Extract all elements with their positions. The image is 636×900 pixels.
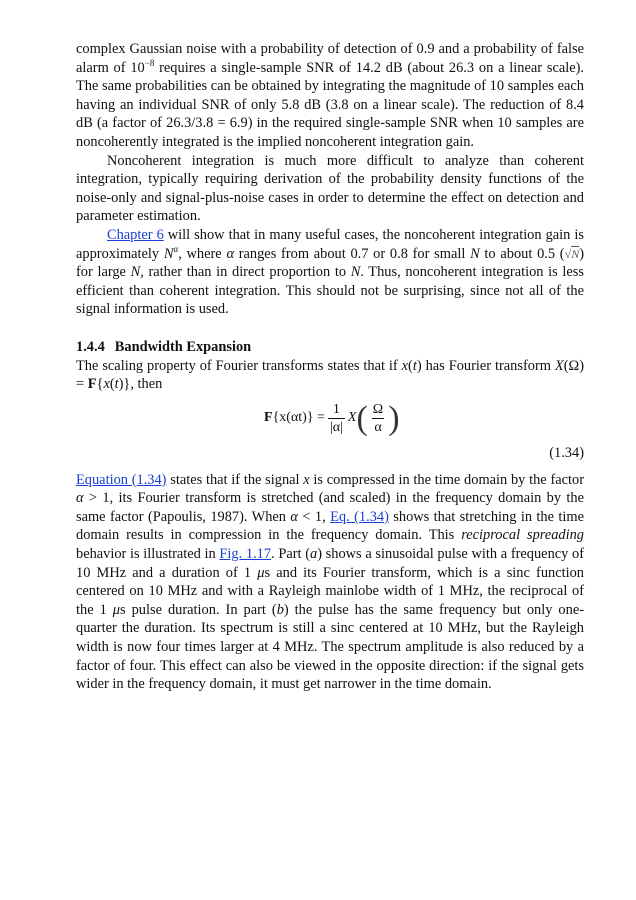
section-heading [76,338,584,357]
equation-body: F {x(αt)} = $\frac{1}{|\alpha|}$ X ( $\frac{\Omega}{\alpha}$ ) [264,399,400,437]
section-title: Bandwidth Expansion [114,338,252,355]
paragraph-reciprocal-spreading: Equation (1.34) states that if the signal x is compressed in the time domain by the factor α > 1, its Fourier transform is stretched (and scaled) in the frequency domain by the same factor (Papoulis, 1987). When α < 1, Eq. (1.34) shows that stretching in the time domain results in compression in the frequency domain. This reciprocal spreading behavior is illustrated in Fig. 1.17. Part (a) shows a sinusoidal pulse with a frequency of 10 MHz and a duration of 1 μs and its Fourier transform, which is a sinc function centered on 10 MHz and with a Rayleigh mainlobe width of 1 MHz, the reciprocal of the 1 μs pulse duration. In part (b) the pulse has the same frequency but only one-quarter the duration. Its spectrum is still a sinc centered at 10 MHz, but the Rayleigh width is now four times larger at 4 MHz. The spectrum amplitude is also reduced by a factor of four. This effect can also be viewed in the opposite direction: if the signal gets wider in the frequency domain, it must get narrower in the time domain. [76,471,585,693]
equation-1-34-link[interactable]: Equation (1.34) [76,471,167,488]
paragraph-scaling-property: The scaling property of Fourier transforms states that if x(t) has Fourier transform X(Ω) = F{x(t)}, then [76,357,584,393]
chapter-6-link[interactable]: Chapter 6 [107,226,164,243]
fraction-one-over-abs-alpha: $\frac{1}{|\alpha|}$ [329,401,343,435]
paragraph-noncoherent-analysis: Noncoherent integration is much more difficult to analyze than coherent integration, typically requiring derivation of the probability density functions of the noise-only and signal-plus-noise cases in order to determine the effect on detection and parameter estimation. [76,152,584,225]
equation-number: (1.34) [549,444,584,461]
fraction-omega-over-alpha: $\frac{\Omega}{\alpha}$ [372,401,384,435]
page-content [76,40,584,694]
paragraph-noncoherent-gain: Chapter 6 will show that in many useful cases, the noncoherent integration gain is approximately $N^\alpha$, where α ranges from about 0.7 or 0.8 for small N to about 0.5 (√N) for large N, rather than in direct proportion to N. Thus, noncoherent integration is less efficient than coherent integration. This should not be surprising, since not all of the signal information is used. [76,226,584,318]
fig-1-17-link[interactable]: Fig. 1.17 [219,546,272,563]
eq-1-34-link[interactable]: Eq. (1.34) [330,508,389,525]
section-number: 1.4.4 [76,338,105,355]
sqrt-n-symbol: √N [564,246,580,261]
equation-1-34 [76,400,584,466]
paragraph-detection-example: complex Gaussian noise with a probability of detection of 0.9 and a probability of false alarm of $10^{-8}$ requires a single-sample SNR of 14.2 dB (about 26.3 on a linear scale). The same probabilities can be obtained by integrating the magnitude of 10 samples each having an individual SNR of only 5.8 dB (3.8 on a linear scale). The reduction of 8.4 dB (a factor of 26.3/3.8 = 6.9) in the required single-sample SNR when 10 samples are noncoherently integrated is the implied noncoherent integration gain. [76,41,584,150]
